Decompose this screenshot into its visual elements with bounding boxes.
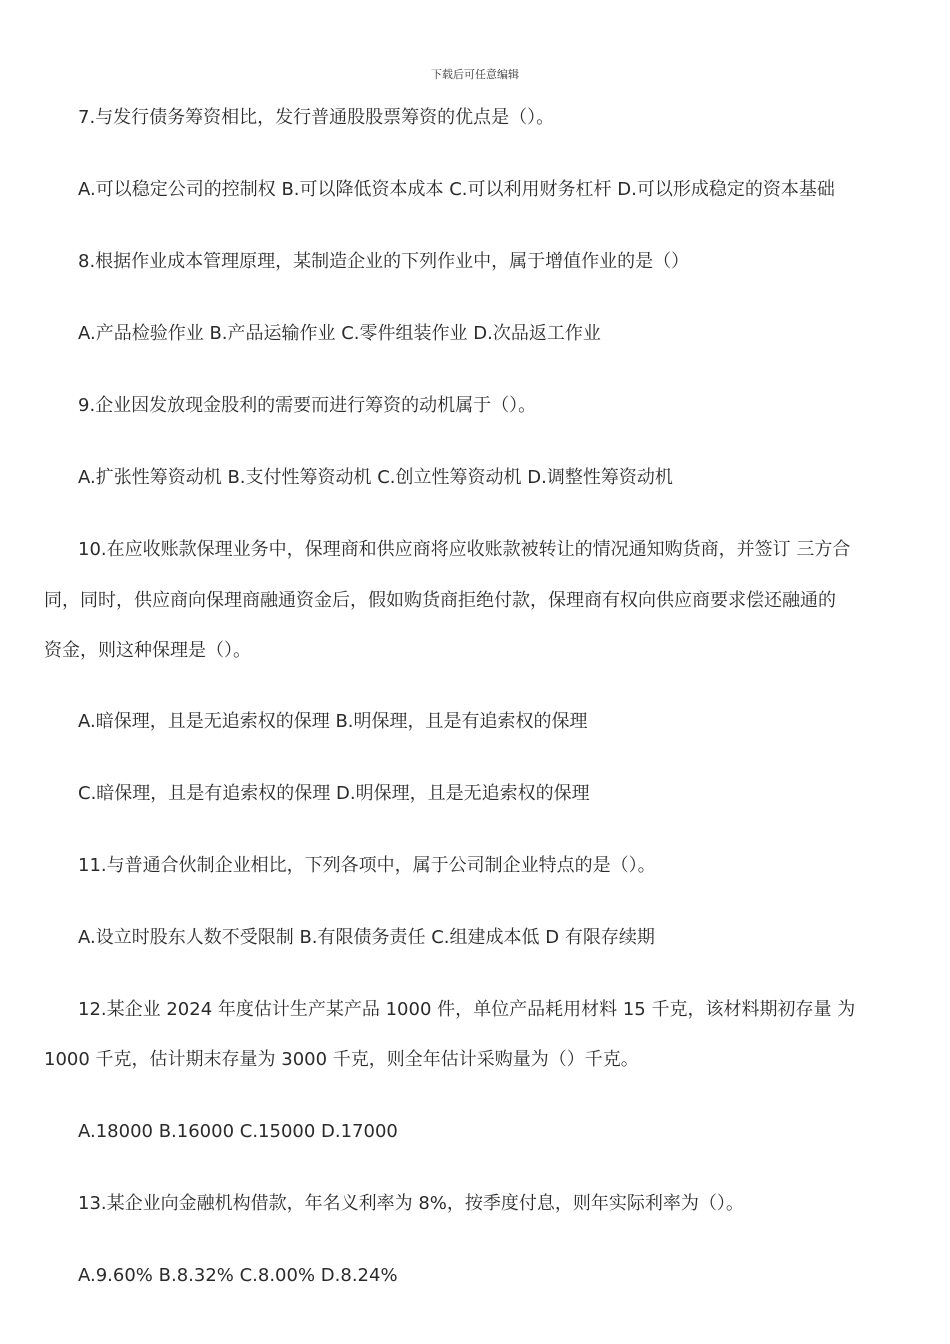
question-8-options: A.产品检验作业 B.产品运输作业 C.零件组装作业 D.次品返工作业	[78, 323, 601, 344]
question-10-options-1: A.暗保理，且是无追索权的保理 B.明保理，且是有追索权的保理	[78, 711, 588, 732]
page-header: 下载后可任意编辑	[431, 68, 519, 81]
question-12-options: A.18000 B.16000 C.15000 D.17000	[78, 1121, 398, 1142]
question-10-options-2: C.暗保理，且是有追索权的保理 D.明保理，且是无追索权的保理	[78, 783, 590, 804]
question-10-line-3: 资金，则这种保理是（）。	[44, 640, 251, 661]
question-10-line-2: 同，同时，供应商向保理商融通资金后，假如购货商拒绝付款，保理商有权向供应商要求偿还融通的	[44, 590, 836, 611]
question-11: 11.与普通合伙制企业相比，下列各项中，属于公司制企业特点的是（）。	[78, 855, 656, 876]
question-7: 7.与发行债务筹资相比，发行普通股股票筹资的优点是（）。	[78, 107, 555, 128]
question-10-line-1: 10.在应收账款保理业务中，保理商和供应商将应收账款被转让的情况通知购货商，并签订 三方合	[78, 539, 851, 560]
question-8: 8.根据作业成本管理原理，某制造企业的下列作业中，属于增值作业的是（）	[78, 251, 690, 272]
question-9-options: A.扩张性筹资动机 B.支付性筹资动机 C.创立性筹资动机 D.调整性筹资动机	[78, 467, 673, 488]
question-13-options: A.9.60% B.8.32% C.8.00% D.8.24%	[78, 1265, 398, 1286]
question-7-options: A.可以稳定公司的控制权 B.可以降低资本成本 C.可以利用财务杠杆 D.可以形成稳定的资本基础	[78, 179, 835, 200]
question-13: 13.某企业向金融机构借款，年名义利率为 8%，按季度付息，则年实际利率为（）。	[78, 1193, 744, 1214]
question-11-options: A.设立时股东人数不受限制 B.有限债务责任 C.组建成本低 D 有限存续期	[78, 927, 655, 948]
question-9: 9.企业因发放现金股利的需要而进行筹资的动机属于（）。	[78, 395, 537, 416]
question-12-line-2: 1000 千克，估计期末存量为 3000 千克，则全年估计采购量为（）千克。	[44, 1049, 639, 1070]
question-12-line-1: 12.某企业 2024 年度估计生产某产品 1000 件，单位产品耗用材料 15 千克，该材料期初存量 为	[78, 999, 856, 1020]
